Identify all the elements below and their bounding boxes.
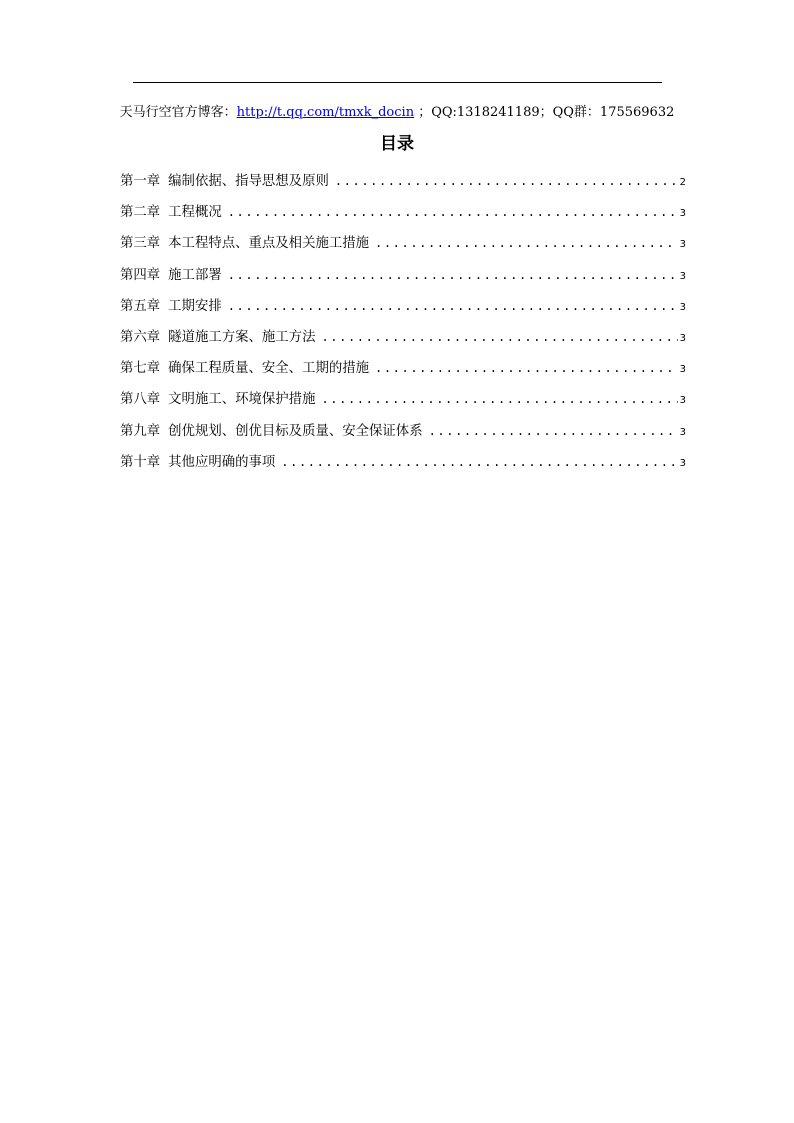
toc-entry-7[interactable]: [120, 358, 686, 389]
toc-entry-9[interactable]: [120, 421, 686, 452]
toc-entry-1[interactable]: [120, 171, 686, 202]
toc-dot-leader: [281, 452, 677, 472]
toc-chapter-number: 第九章: [120, 423, 161, 439]
toc-chapter-number: 第五章: [120, 298, 161, 314]
toc-chapter-number: 第六章: [120, 329, 161, 345]
toc-chapter-title: 其他应明确的事项: [168, 454, 276, 470]
toc-chapter-title: 工期安排: [168, 298, 222, 314]
toc-title: 目录: [380, 134, 414, 154]
toc-chapter-number: 第四章: [120, 267, 161, 283]
toc-chapter-number: 第十章: [120, 454, 161, 470]
toc-page-number: 3: [679, 426, 686, 438]
toc-dot-leader: [375, 358, 678, 378]
toc-dot-leader: [375, 233, 678, 253]
page-header: [0, 104, 794, 122]
toc-dot-leader: [228, 202, 678, 222]
toc-entry-2[interactable]: [120, 202, 686, 233]
toc-page-number: 3: [679, 239, 686, 251]
toc-page-number: 2: [679, 177, 686, 188]
toc-chapter-number: 第七章: [120, 361, 161, 377]
qq-contact-text: ；QQ:1318241189；QQ群：175569632: [414, 105, 675, 120]
toc-entry-5[interactable]: [120, 296, 686, 327]
toc-dot-leader: [228, 265, 678, 285]
blog-label: 天马行空官方博客：: [119, 105, 237, 120]
toc-page-number: 3: [679, 270, 686, 282]
toc-dot-leader: [321, 389, 677, 409]
toc-dot-leader: [228, 296, 678, 316]
blog-link[interactable]: http://t.qq.com/tmxk_docin: [236, 105, 415, 120]
toc-chapter-title: 编制依据、指导思想及原则: [168, 174, 329, 189]
toc-chapter-number: 第二章: [120, 205, 161, 221]
toc-chapter-title: 施工部署: [168, 267, 222, 283]
toc-chapter-number: 第一章: [120, 174, 161, 189]
toc-chapter-title: 文明施工、环境保护措施: [168, 392, 316, 408]
toc-entry-8[interactable]: [120, 389, 686, 420]
header-rule: [133, 82, 662, 83]
toc-chapter-title: 确保工程质量、安全、工期的措施: [168, 361, 370, 377]
toc-chapter-number: 第三章: [120, 236, 161, 252]
table-of-contents: [120, 171, 686, 483]
toc-page-number: 3: [679, 208, 686, 220]
toc-entry-10[interactable]: [120, 452, 686, 483]
toc-entry-3[interactable]: [120, 233, 686, 264]
toc-page-number: 3: [679, 395, 686, 407]
toc-dot-leader: [429, 421, 678, 441]
toc-chapter-title: 本工程特点、重点及相关施工措施: [168, 236, 370, 252]
toc-chapter-title: 工程概况: [168, 205, 222, 221]
toc-page-number: 3: [679, 457, 686, 469]
toc-dot-leader: [321, 327, 677, 347]
toc-page-number: 3: [679, 332, 686, 344]
toc-chapter-title: 创优规划、创优目标及质量、安全保证体系: [168, 423, 423, 439]
toc-dot-leader: [335, 171, 678, 191]
toc-entry-6[interactable]: [120, 327, 686, 358]
toc-chapter-title: 隧道施工方案、施工方法: [168, 329, 316, 345]
toc-chapter-number: 第八章: [120, 392, 161, 408]
toc-page-number: 3: [679, 364, 686, 376]
toc-page-number: 3: [679, 301, 686, 313]
toc-entry-4[interactable]: [120, 265, 686, 296]
